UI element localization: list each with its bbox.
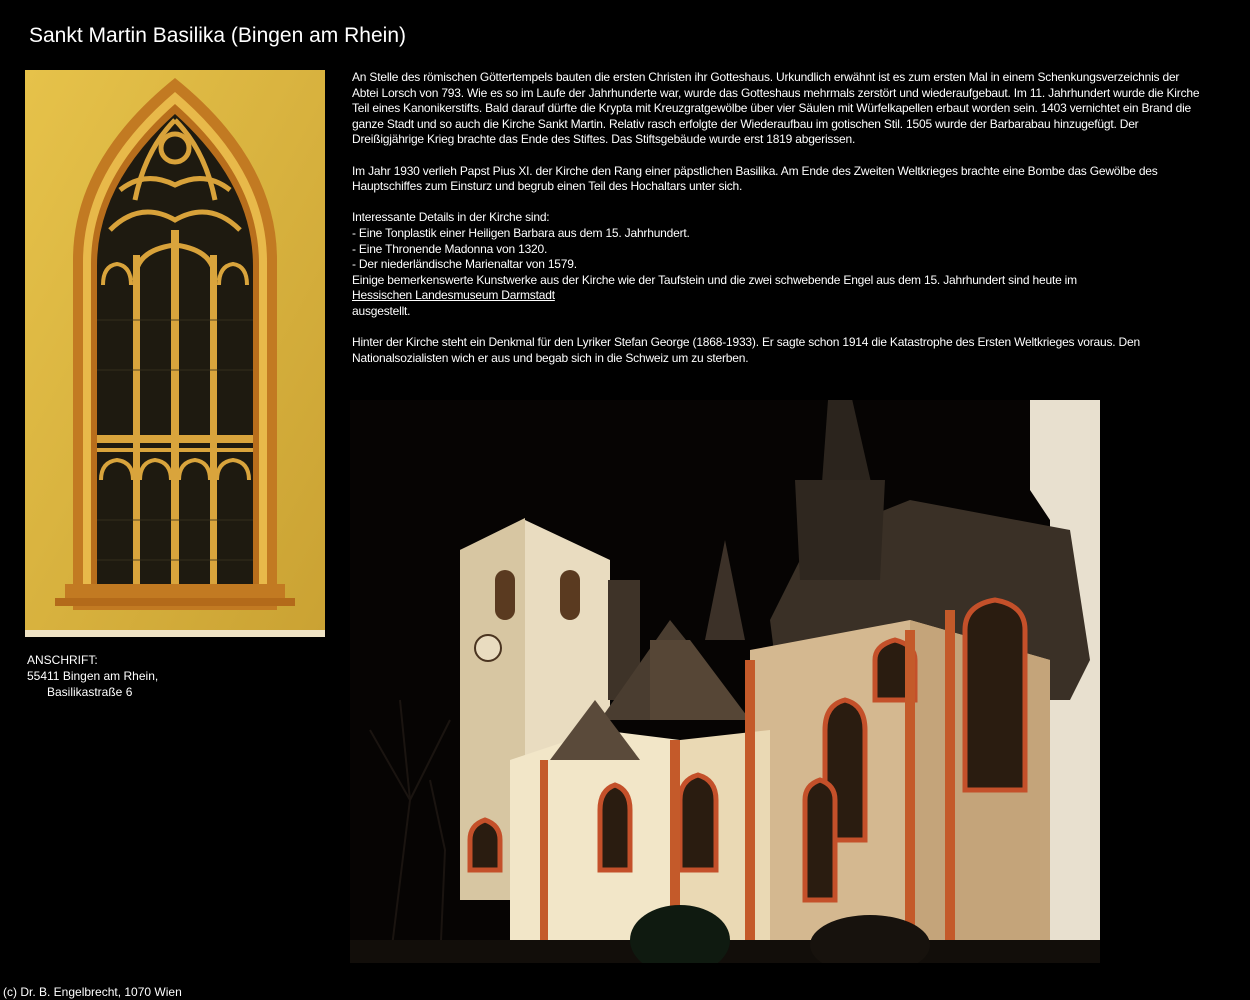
article-text	[352, 70, 1202, 382]
details-item: - Der niederländische Marienaltar von 1579.	[352, 257, 577, 272]
article-paragraph-details	[352, 210, 1202, 319]
address-city: 55411 Bingen am Rhein,	[27, 669, 159, 683]
address-block	[27, 652, 158, 700]
museum-after: ausgestellt.	[352, 303, 411, 318]
gothic-window-photo[interactable]	[25, 70, 325, 637]
museum-link[interactable]: Hessischen Landesmuseum Darmstadt	[352, 288, 555, 303]
details-item: - Eine Thronende Madonna von 1320.	[352, 241, 548, 256]
church-night-image	[350, 400, 1100, 963]
details-item: - Eine Tonplastik einer Heiligen Barbara aus dem 15. Jahrhundert.	[352, 225, 690, 240]
museum-text: Einige bemerkenswerte Kunstwerke aus der Kirche wie der Taufstein und die zwei schwebende Engel aus dem 15. Jahrhundert sind heute im	[352, 272, 1077, 287]
church-night-photo[interactable]	[350, 400, 1100, 963]
article-paragraph-history: An Stelle des römischen Göttertempels bauten die ersten Christen ihr Gotteshaus. Urkundlich erwähnt ist es zum ersten Mal in einem Schenkungsverzeichnis der Abtei Lorsch von 793. Wie es so im Laufe der Jahrhunderte war, wurde das Gotteshaus mehrmals zerstört und wiederaufgebaut. Im 11. Jahrhundert wurde die Kirche Teil eines Kanonikerstifts. Bald darauf dürfte die Krypta mit Kreuzgratgewölbe über vier Säulen mit Würfelkapellen erbaut worden sein. 1403 vernichtet ein Brand die ganze Stadt und so auch die Kirche Sankt Martin. Relativ rasch erfolgte der Wiederaufbau im gotischen Stil. 1505 wurde der Barbarabau hinzugefügt. Der Dreißigjährige Krieg brachte das Ende des Stiftes. Das Stiftsgebäude wurde erst 1819 abgerissen.	[352, 70, 1200, 147]
details-heading: Interessante Details in der Kirche sind:	[352, 210, 550, 225]
copyright-notice: (c) Dr. B. Engelbrecht, 1070 Wien	[3, 985, 182, 999]
address-street: Basilikastraße 6	[47, 685, 133, 699]
page-title: Sankt Martin Basilika (Bingen am Rhein)	[29, 24, 406, 47]
address-label: ANSCHRIFT:	[27, 653, 98, 667]
gothic-window-image	[25, 70, 325, 637]
article-paragraph-george: Hinter der Kirche steht ein Denkmal für den Lyriker Stefan George (1868-1933). Er sagte schon 1914 die Katastrophe des Ersten Weltkrieges voraus. Den Nationalsozialisten wich er aus und begab sich in die Schweiz um zu sterben.	[352, 335, 1140, 365]
article-paragraph-basilica: Im Jahr 1930 verlieh Papst Pius XI. der Kirche den Rang einer päpstlichen Basilika. Am Ende des Zweiten Weltkrieges brachte eine Bombe das Gewölbe des Hauptschiffes zum Einsturz und begrub einen Teil des Hochaltars unter sich.	[352, 163, 1158, 194]
